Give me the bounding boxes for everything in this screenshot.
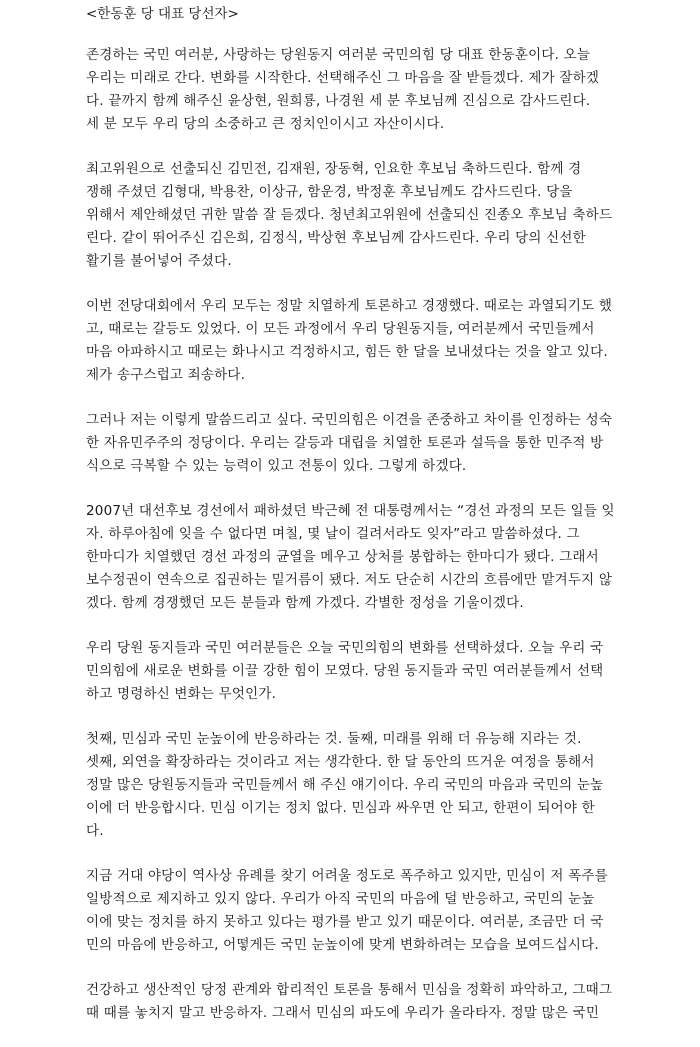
paragraph-line: 보수정권이 연속으로 집권하는 밑거름이 됐다. 저도 단순히 시간의 흐름에만 맡겨두지 않 xyxy=(86,572,613,588)
paragraph-line: 제가 송구스럽고 죄송하다. xyxy=(86,367,246,383)
paragraph-line: 첫째, 민심과 국민 눈높이에 반응하라는 것. 둘째, 미래를 위해 더 유능해 지라는 것. xyxy=(86,731,582,747)
paragraph-7 xyxy=(86,728,666,843)
document-title: <한동훈 당 대표 당선자> xyxy=(86,6,239,22)
paragraph-line: 그러나 저는 이렇게 말씀드리고 싶다. 국민의힘은 이견을 존중하고 차이를 인정하는 성숙 xyxy=(86,412,613,428)
paragraph-line: 셋째, 외연을 확장하라는 것이라고 저는 생각한다. 한 달 동안의 뜨거운 여정을 통해서 xyxy=(86,754,595,770)
paragraph-line: 이에 더 반응합시다. 민심 이기는 정치 없다. 민심과 싸우면 안 되고, 한편이 되어야 한 xyxy=(86,800,595,816)
paragraph-line: 위해서 제안해셨던 귀한 말씀 잘 듣겠다. 청년최고위원에 선출되신 진종오 후보님 축하드 xyxy=(86,207,613,223)
paragraph-line: 민의 마음에 반응하고, 어떻게든 국민 눈높이에 맞게 변화하려는 모습을 보여드십시다. xyxy=(86,937,599,953)
paragraph-line: 하고 명령하신 변화는 무엇인가. xyxy=(86,686,277,702)
paragraph-4 xyxy=(86,409,666,478)
paragraph-line: 정말 많은 당원동지들과 국민들께서 해 주신 얘기이다. 우리 국민의 마음과 국민의 눈높 xyxy=(86,777,604,793)
paragraph-line: 건강하고 생산적인 당정 관계와 합리적인 토론을 통해서 민심을 정확히 파악하고, 그때그 xyxy=(86,982,613,998)
paragraph-line: 우리 당원 동지들과 국민 여러분들은 오늘 국민의힘의 변화를 선택하셨다. 오늘 우리 국 xyxy=(86,640,604,656)
document-page xyxy=(86,4,666,1047)
paragraph-line: 고, 때로는 갈등도 있었다. 이 모든 과정에서 우리 당원동지들, 여러분께서 국민들께서 xyxy=(86,321,595,337)
paragraph-9 xyxy=(86,979,666,1025)
paragraph-line: 우리는 미래로 간다. 변화를 시작한다. 선택해주신 그 마음을 잘 받들겠다. 제가 잘하겠 xyxy=(86,70,600,86)
paragraph-3 xyxy=(86,295,666,387)
paragraph-line: 세 분 모두 우리 당의 소중하고 큰 정치인이시고 자산이시다. xyxy=(86,116,445,132)
paragraph-8 xyxy=(86,865,666,957)
paragraph-2 xyxy=(86,158,666,273)
paragraph-line: 일방적으로 제지하고 있지 않다. 우리가 아직 국민의 마음에 덜 반응하고, 국민의 눈높 xyxy=(86,891,595,907)
paragraph-5 xyxy=(86,500,666,615)
paragraph-6 xyxy=(86,637,666,706)
paragraph-line: 마음 아파하시고 때로는 화나시고 걱정하시고, 힘든 한 달을 보내셨다는 것을 알고 있다. xyxy=(86,344,608,360)
paragraph-line: 다. xyxy=(86,823,104,839)
paragraph-line: 존경하는 국민 여러분, 사랑하는 당원동지 여러분 국민의힘 당 대표 한동훈이다. 오늘 xyxy=(86,47,591,63)
document-body xyxy=(86,44,666,1025)
paragraph-line: 이번 전당대회에서 우리 모두는 정말 치열하게 토론하고 경쟁했다. 때로는 과열되기도 했 xyxy=(86,298,613,314)
paragraph-line: 한 자유민주주의 정당이다. 우리는 갈등과 대립을 치열한 토론과 설득을 통한 민주적 방 xyxy=(86,435,604,451)
paragraph-line: 식으로 극복할 수 있는 능력이 있고 전통이 있다. 그렇게 하겠다. xyxy=(86,458,467,474)
paragraph-line: 린다. 같이 뛰어주신 김은희, 김정식, 박상현 후보님께 감사드린다. 우리 당의 신선한 xyxy=(86,230,586,246)
paragraph-line: 때 때를 놓치지 말고 반응하자. 그래서 민심의 파도에 우리가 올라타자. 정말 많은 국민 xyxy=(86,1005,600,1021)
paragraph-line: 활기를 불어넣어 주셨다. xyxy=(86,253,232,269)
paragraph-line: 이에 맞는 정치를 하지 못하고 있다는 평가를 받고 있기 때문이다. 여러분, 조금만 더 국 xyxy=(86,914,604,930)
paragraph-line: 지금 거대 야당이 역사상 유례를 찾기 어려울 정도로 폭주하고 있지만, 민심이 저 폭주를 xyxy=(86,868,608,884)
paragraph-line: 민의힘에 새로운 변화를 이끌 강한 힘이 모였다. 당원 동지들과 국민 여러분들께서 선택 xyxy=(86,663,604,679)
paragraph-line: 겠다. 함께 경쟁했던 모든 분들과 함께 가겠다. 각별한 정성을 기울이겠다. xyxy=(86,595,524,611)
paragraph-line: 다. 끝까지 함께 해주신 윤상현, 원희룡, 나경원 세 분 후보님께 진심으로 감사드린다. xyxy=(86,93,591,109)
paragraph-line: 쟁해 주셨던 김형대, 박용찬, 이상규, 함운경, 박정훈 후보님께도 감사드린다. 당을 xyxy=(86,184,573,200)
paragraph-1 xyxy=(86,44,666,136)
paragraph-line: 최고위원으로 선출되신 김민전, 김재원, 장동혁, 인요한 후보님 축하드린다. 함께 경 xyxy=(86,161,582,177)
paragraph-line: 2007년 대선후보 경선에서 패하셨던 박근혜 전 대통령께서는 “경선 과정의 모든 일들 잊 xyxy=(86,503,615,519)
paragraph-line: 한마디가 치열했던 경선 과정의 균열을 메우고 상처를 봉합하는 한마디가 됐다. 그래서 xyxy=(86,549,599,565)
paragraph-line: 자. 하루아침에 잊을 수 없다면 며칠, 몇 날이 걸려서라도 잊자”라고 말씀하셨다. 그 xyxy=(86,526,580,542)
